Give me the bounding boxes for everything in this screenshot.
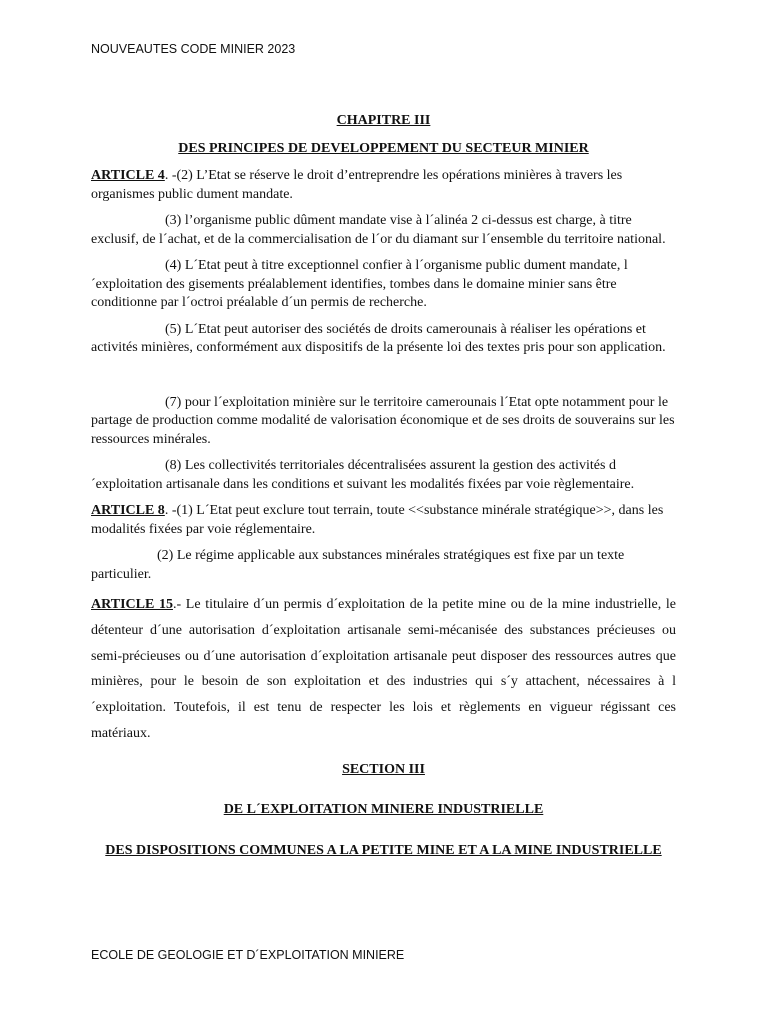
article-15-text: .- Le titulaire d´un permis d´exploitation de la petite mine ou de la mine industrielle, le détenteur d´une autorisation d´exploitation artisanale semi-mécanisée des substances précieuses ou semi-précieuses ou d´une autorisation d´exploitation artisanale peut disposer des ressources autres que minières, pour le besoin de son exploitation et des industries qui s´y attachent, nécessaires à l´exploitation. Toutefois, il est tenu de respecter les lois et règlements en vigueur régissant ces matériaux.: [91, 597, 676, 741]
article-4-paragraph-7: (7) pour l´exploitation minière sur le territoire camerounais l´Etat opte notamment pour le partage de production comme modalité de valorisation économique et de ses droits de souverains sur les ressources minérales.: [91, 394, 675, 447]
article-8-label: ARTICLE 8: [91, 503, 165, 518]
article-8-paragraph-2: (2) Le régime applicable aux substances minérales stratégiques est fixe par un texte particulier.: [91, 548, 625, 582]
chapter-title: DES PRINCIPES DE DEVELOPPEMENT DU SECTEUR MINIER: [178, 140, 589, 156]
article-4-paragraph-2: [91, 167, 676, 204]
page-header: NOUVEAUTES CODE MINIER 2023: [91, 42, 296, 56]
article-4-paragraph-3: (3) l’organisme public dûment mandate vise à l´alinéa 2 ci-dessus est charge, à titre exclusif, de l´achat, et de la commercialisation de l´or du diamant sur l´ensemble du territoire national.: [91, 213, 666, 247]
section-subtitle: DES DISPOSITIONS COMMUNES A LA PETITE MINE ET A LA MINE INDUSTRIELLE: [105, 842, 662, 858]
article-4-paragraph-5: (5) L´Etat peut autoriser des sociétés de droits camerounais à réaliser les opérations et activités minières, conformément aux dispositifs de la présente loi des textes pris pour son application.: [91, 321, 666, 355]
blank-gap: [91, 366, 676, 394]
section-heading: SECTION III: [342, 761, 425, 777]
section-title: DE L´EXPLOITATION MINIERE INDUSTRIELLE: [223, 802, 544, 818]
article-4-paragraph-4: (4) L´Etat peut à titre exceptionnel confier à l´organisme public dument mandate, l´exploitation des gisements préalablement identifies, tombes dans le domaine minier sans être conditionne par l´octroi préalable d´un permis de recherche.: [91, 258, 628, 310]
chapter-heading: CHAPITRE III: [336, 113, 431, 128]
article-4-paragraph-8: (8) Les collectivités territoriales décentralisées assurent la gestion des activités d ´exploitation artisanale dans les conditions et suivant les modalités fixées par voie règlementaire.: [91, 458, 635, 492]
article-15-paragraph: [91, 592, 676, 747]
article-4-p2-text: . -(2) L’Etat se réserve le droit d’entreprendre les opérations minières à travers les organismes public dument mandate.: [91, 168, 623, 202]
document-body: [91, 112, 676, 864]
article-15-label: ARTICLE 15: [91, 597, 173, 612]
article-8-paragraph-1: [91, 502, 676, 539]
page-footer: ECOLE DE GEOLOGIE ET D´EXPLOITATION MINIERE: [91, 948, 405, 962]
article-8-p1-text: . -(1) L´Etat peut exclure tout terrain, toute <<substance minérale stratégique>>, dans les modalités fixées par voie réglementaire.: [91, 503, 664, 537]
article-4-label: ARTICLE 4: [91, 168, 165, 183]
